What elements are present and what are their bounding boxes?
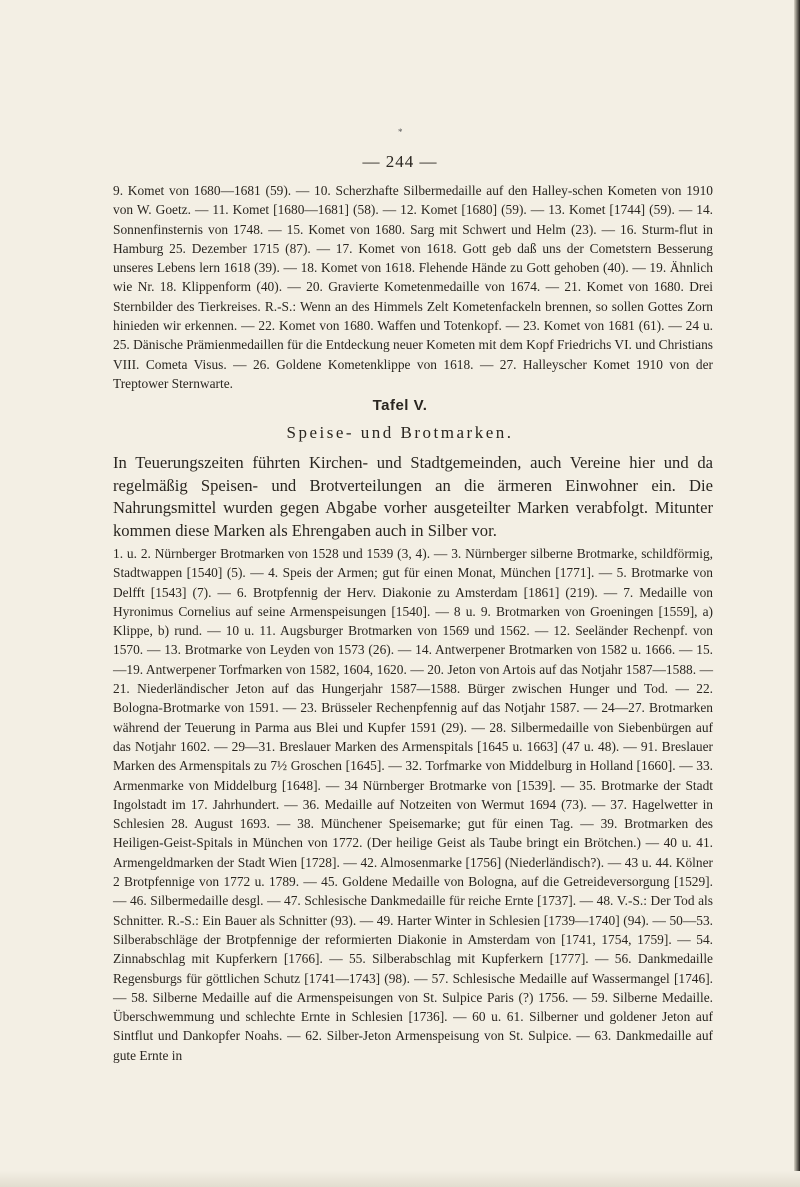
page-number: — 244 —: [362, 152, 438, 171]
plate-v-list: [113, 544, 713, 1065]
intro-paragraph: 9. Komet von 1680—1681 (59). — 10. Scherzhafte Silbermedaille auf den Halley-schen Kometen von 1910 von W. Goetz. — 11. Komet [1680—1681] (58). — 12. Komet [1680] (59). — 13. Komet [1744] (59). — 14. Sonnenfinsternis von 1748. — 15. Komet von 1680. Sarg mit Schwert und Helm (23). — 16. Sturm-flut in Hamburg 25. Dezember 1715 (87). — 17. Komet von 1618. Gott geb daß uns der Cometstern Besserung unseres Lebens lern 1618 (39). — 18. Komet von 1618. Flehende Hände zu Gott gehoben (40). — 19. Ähnlich wie Nr. 18. Klippenform (40). — 20. Gravierte Kometenmedaille von 1674. — 21. Komet von 1680. Drei Sternbilder des Tierkreises. R.-S.: Wenn an des Himmels Zelt Kometenfackeln brennen, so sollen Gottes Zorn hinieden wir erkennen. — 22. Komet von 1680. Waffen und Totenkopf. — 23. Komet von 1681 (61). — 24 u. 25. Dänische Prämienmedaillen für die Entdeckung neuer Kometen mit dem Kopf Friedrichs VI. und Christians VIII. Cometa Visus. — 26. Goldene Kometenklippe von 1618. — 27. Halleyscher Komet 1910 von der Treptower Sternwarte.: [113, 183, 713, 391]
page-bottom-shadow: [0, 1171, 800, 1187]
plate-subheading: Speise- und Brotmarken.: [286, 423, 514, 442]
stray-mark: *: [398, 127, 403, 137]
plate-heading: Tafel V.: [372, 397, 428, 414]
plate-iv-continuation: [113, 181, 713, 393]
list-paragraph: 1. u. 2. Nürnberger Brotmarken von 1528 und 1539 (3, 4). — 3. Nürnberger silberne Brotmarke, schildförmig, Stadtwappen [1540] (5). — 4. Speis der Armen; gut für einen Monat, München [1771]. — 5. Brotmarke von Delfft [1543] (7). — 6. Brotpfennig der Herv. Diakonie zu Amsterdam [1861] (219). — 7. Medaille von Hyronimus Cornelius auf seine Armenspeisungen [1540]. — 8 u. 9. Brotmarken von Groeningen [1559], a) Klippe, b) rund. — 10 u. 11. Augsburger Brotmarken von 1569 und 1562. — 12. Seeländer Rechenpf. von 1570. — 13. Brotmarke von Leyden von 1573 (26). — 14. Antwerpener Brotmarken von 1582 u. 1666. — 15.—19. Antwerpener Torfmarken von 1582, 1604, 1620. — 20. Jeton von Artois auf das Notjahr 1587—1588. — 21. Niederländischer Jeton auf das Hungerjahr 1587—1588. Bürger zwischen Hunger und Tod. — 22. Bologna-Brotmarke von 1591. — 23. Brüsseler Rechenpfennig auf das Notjahr 1587. — 24—27. Brotmarken während der Teuerung in Parma aus Blei und Kupfer 1591 (29). — 28. Silbermedaille von Siebenbürgen auf das Notjahr 1602. — 29—31. Breslauer Marken des Armenspitals [1645 u. 1663] (47 u. 48). — 91. Breslauer Marken des Armenspitals zu 7½ Groschen [1645]. — 32. Torfmarke von Middelburg in Holland [1660]. — 33. Armenmarke von Middelburg [1648]. — 34 Nürnberger Brotmarke von [1539]. — 35. Brotmarke der Stadt Ingolstadt im 17. Jahrhundert. — 36. Medaille auf Notzeiten von Wermut 1694 (73). — 37. Hagelwetter in Schlesien 28. August 1693. — 38. Münchener Speisemarke; gut für einen Tag. — 39. Brotmarken des Heiligen-Geist-Spitals in München von 1772. (Der heilige Geist als Taube bringt ein Brötchen.) — 40 u. 41. Armengeldmarken der Stadt Wien [1728]. — 42. Almosenmarke [1756] (Niederländisch?). — 43 u. 44. Kölner 2 Brotpfennige von 1772 u. 1789. — 45. Goldene Medaille von Bologna, auf die Getreideversorgung [1529]. — 46. Silbermedaille desgl. — 47. Schlesische Dankmedaille für reiche Ernte [1737]. — 48. V.-S.: Der Tod als Schnitter. R.-S.: Ein Bauer als Schnitter (93). — 49. Harter Winter in Schlesien [1739—1740] (94). — 50—53. Silberabschläge der Brotpfennige der reformierten Diakonie in Amsterdam von [1741, 1754, 1759]. — 54. Zinnabschlag mit Kupferkern [1766]. — 55. Silberabschlag mit Kupferkern [1777]. — 56. Dankmedaille Regensburgs für göttlichen Schutz [1741—1743] (98). — 57. Schlesische Medaille auf Wassermangel [1746]. — 58. Silberne Medaille auf die Armenspeisungen von St. Sulpice Paris (?) 1756. — 59. Silberne Medaille. Überschwemmung und schlechte Ernte in Schlesien [1736]. — 60 u. 61. Silberner und goldener Jeton auf Sintflut und Dankopfer Noahs. — 62. Silber-Jeton Armenspeisung von St. Sulpice. — 63. Dankmedaille auf gute Ernte in: [113, 546, 713, 1063]
page-edge-shadow: [794, 0, 800, 1187]
lead-paragraph: In Teuerungszeiten führten Kirchen- und Stadtgemeinden, auch Vereine hier und da regelmäßig Speisen- und Brotverteilungen an die ärmeren Einwohner ein. Die Nahrungsmittel wurden gegen Abgabe vorher ausgeteilter Marken verabfolgt. Mitunter kommen diese Marken als Ehrengaben auch in Silber vor.: [113, 453, 713, 540]
